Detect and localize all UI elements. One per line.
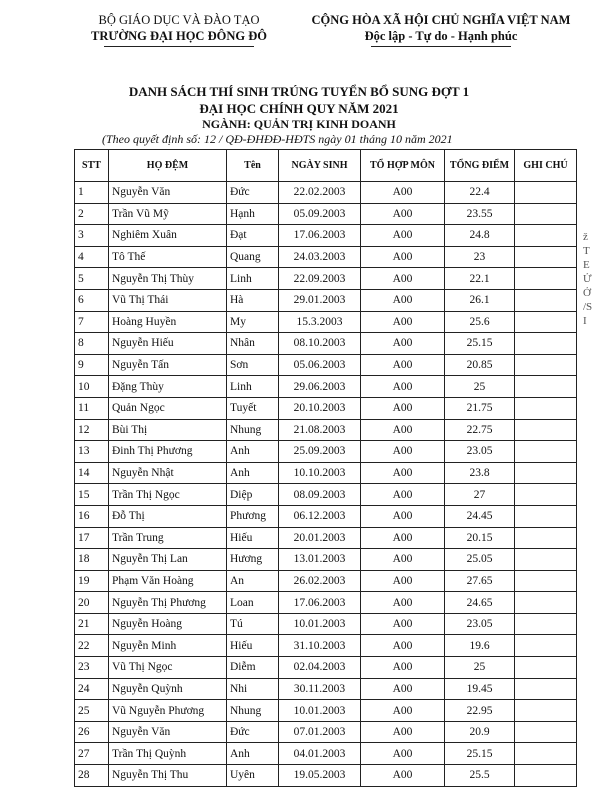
table-row bbox=[75, 527, 577, 549]
cell-ghi-chu bbox=[515, 592, 577, 614]
cell-ten: Loan bbox=[227, 592, 279, 614]
cell-ho-dem: Nguyễn Hiếu bbox=[109, 333, 227, 355]
document-title bbox=[0, 83, 598, 147]
cell-stt: 14 bbox=[75, 462, 109, 484]
cell-stt: 5 bbox=[75, 268, 109, 290]
cell-stt: 12 bbox=[75, 419, 109, 441]
cell-ten: Uyên bbox=[227, 765, 279, 787]
cell-stt: 1 bbox=[75, 182, 109, 204]
cell-ghi-chu bbox=[515, 657, 577, 679]
cell-tong-diem: 25 bbox=[445, 657, 515, 679]
cell-tong-diem: 21.75 bbox=[445, 397, 515, 419]
cell-ho-dem: Nguyễn Nhật bbox=[109, 462, 227, 484]
cell-ghi-chu bbox=[515, 311, 577, 333]
cell-ghi-chu bbox=[515, 570, 577, 592]
cell-stt: 21 bbox=[75, 613, 109, 635]
cell-ten: My bbox=[227, 311, 279, 333]
major-name: NGÀNH: QUẢN TRỊ KINH DOANH bbox=[202, 117, 396, 131]
cell-ngay-sinh: 29.01.2003 bbox=[279, 289, 361, 311]
cell-ten: Đức bbox=[227, 721, 279, 743]
cell-ten: Anh bbox=[227, 743, 279, 765]
cell-ngay-sinh: 30.11.2003 bbox=[279, 678, 361, 700]
cell-ten: An bbox=[227, 570, 279, 592]
cell-ho-dem: Đinh Thị Phương bbox=[109, 441, 227, 463]
cell-to-hop: A00 bbox=[361, 462, 445, 484]
table-row bbox=[75, 441, 577, 463]
cell-tong-diem: 20.85 bbox=[445, 354, 515, 376]
cell-ho-dem: Hoàng Huyền bbox=[109, 311, 227, 333]
cell-to-hop: A00 bbox=[361, 268, 445, 290]
cell-ho-dem: Vũ Thị Ngọc bbox=[109, 657, 227, 679]
cell-tong-diem: 22.4 bbox=[445, 182, 515, 204]
col-header-ho-dem: HỌ ĐỆM bbox=[109, 150, 227, 182]
cell-stt: 27 bbox=[75, 743, 109, 765]
cell-ten: Sơn bbox=[227, 354, 279, 376]
table-row bbox=[75, 462, 577, 484]
admission-table bbox=[74, 149, 577, 787]
cell-ho-dem: Trần Vũ Mỹ bbox=[109, 203, 227, 225]
cell-to-hop: A00 bbox=[361, 549, 445, 571]
cell-stt: 26 bbox=[75, 721, 109, 743]
table-row bbox=[75, 657, 577, 679]
cell-ghi-chu bbox=[515, 419, 577, 441]
cell-ngay-sinh: 17.06.2003 bbox=[279, 225, 361, 247]
cell-ho-dem: Nguyễn Thị Lan bbox=[109, 549, 227, 571]
cell-to-hop: A00 bbox=[361, 397, 445, 419]
cell-to-hop: A00 bbox=[361, 289, 445, 311]
cell-stt: 11 bbox=[75, 397, 109, 419]
cell-tong-diem: 23.05 bbox=[445, 613, 515, 635]
table-row bbox=[75, 549, 577, 571]
cell-ho-dem: Tô Thế bbox=[109, 246, 227, 268]
cell-tong-diem: 19.6 bbox=[445, 635, 515, 657]
cell-ho-dem: Nguyễn Tấn bbox=[109, 354, 227, 376]
cell-ghi-chu bbox=[515, 289, 577, 311]
cell-ten: Linh bbox=[227, 376, 279, 398]
cell-ho-dem: Nguyễn Văn bbox=[109, 182, 227, 204]
cell-stt: 2 bbox=[75, 203, 109, 225]
header-left-underline bbox=[104, 46, 254, 47]
table-row bbox=[75, 570, 577, 592]
cell-stt: 25 bbox=[75, 700, 109, 722]
table-row bbox=[75, 182, 577, 204]
cell-ten: Đạt bbox=[227, 225, 279, 247]
table-row bbox=[75, 484, 577, 506]
margin-mark: Ở bbox=[583, 287, 591, 299]
title-line-2: ĐẠI HỌC CHÍNH QUY NĂM 2021 bbox=[199, 101, 399, 116]
cell-ten: Anh bbox=[227, 441, 279, 463]
cell-ho-dem: Quản Ngọc bbox=[109, 397, 227, 419]
cell-ten: Tú bbox=[227, 613, 279, 635]
cell-ghi-chu bbox=[515, 397, 577, 419]
cell-ho-dem: Đỗ Thị bbox=[109, 505, 227, 527]
cell-ngay-sinh: 15.3.2003 bbox=[279, 311, 361, 333]
cell-ho-dem: Nguyễn Thị Thùy bbox=[109, 268, 227, 290]
cell-ngay-sinh: 08.09.2003 bbox=[279, 484, 361, 506]
cell-tong-diem: 25.15 bbox=[445, 333, 515, 355]
cell-to-hop: A00 bbox=[361, 765, 445, 787]
cell-tong-diem: 25.15 bbox=[445, 743, 515, 765]
cell-ten: Hương bbox=[227, 549, 279, 571]
cell-ten: Tuyết bbox=[227, 397, 279, 419]
cell-ngay-sinh: 17.06.2003 bbox=[279, 592, 361, 614]
col-header-tong-diem: TỔNG ĐIỂM bbox=[445, 150, 515, 182]
cell-ten: Hạnh bbox=[227, 203, 279, 225]
cell-to-hop: A00 bbox=[361, 311, 445, 333]
cell-ngay-sinh: 06.12.2003 bbox=[279, 505, 361, 527]
cell-ghi-chu bbox=[515, 765, 577, 787]
cell-ghi-chu bbox=[515, 246, 577, 268]
cell-tong-diem: 25.05 bbox=[445, 549, 515, 571]
table-row bbox=[75, 289, 577, 311]
cell-ten: Quang bbox=[227, 246, 279, 268]
cell-tong-diem: 23.8 bbox=[445, 462, 515, 484]
cell-tong-diem: 22.75 bbox=[445, 419, 515, 441]
cell-ho-dem: Nguyễn Thị Phương bbox=[109, 592, 227, 614]
cell-tong-diem: 22.1 bbox=[445, 268, 515, 290]
cell-to-hop: A00 bbox=[361, 721, 445, 743]
cell-ho-dem: Trần Trung bbox=[109, 527, 227, 549]
cell-tong-diem: 25.5 bbox=[445, 765, 515, 787]
cell-ghi-chu bbox=[515, 613, 577, 635]
table-row bbox=[75, 592, 577, 614]
cell-to-hop: A00 bbox=[361, 505, 445, 527]
table-row bbox=[75, 700, 577, 722]
cell-ghi-chu bbox=[515, 721, 577, 743]
cell-tong-diem: 24.8 bbox=[445, 225, 515, 247]
cell-ghi-chu bbox=[515, 549, 577, 571]
cell-ten: Nhân bbox=[227, 333, 279, 355]
cell-ngay-sinh: 24.03.2003 bbox=[279, 246, 361, 268]
table-row bbox=[75, 743, 577, 765]
table-row bbox=[75, 311, 577, 333]
cell-tong-diem: 19.45 bbox=[445, 678, 515, 700]
col-header-ngay-sinh: NGÀY SINH bbox=[279, 150, 361, 182]
cell-ho-dem: Nghiêm Xuân bbox=[109, 225, 227, 247]
margin-mark: E bbox=[583, 259, 590, 271]
cell-stt: 20 bbox=[75, 592, 109, 614]
cell-ten: Diễm bbox=[227, 657, 279, 679]
cell-ho-dem: Vũ Thị Thái bbox=[109, 289, 227, 311]
cell-ghi-chu bbox=[515, 268, 577, 290]
table-row bbox=[75, 505, 577, 527]
cell-ngay-sinh: 10.10.2003 bbox=[279, 462, 361, 484]
ministry-name: BỘ GIÁO DỤC VÀ ĐÀO TẠO bbox=[98, 13, 260, 27]
cell-to-hop: A00 bbox=[361, 354, 445, 376]
cell-stt: 10 bbox=[75, 376, 109, 398]
cell-ho-dem: Nguyễn Hoàng bbox=[109, 613, 227, 635]
national-motto: Độc lập - Tự do - Hạnh phúc bbox=[364, 29, 518, 43]
margin-mark: ž bbox=[583, 231, 588, 243]
cell-tong-diem: 27.65 bbox=[445, 570, 515, 592]
cell-to-hop: A00 bbox=[361, 376, 445, 398]
decision-reference: (Theo quyết định số: 12 / QĐ-ĐHĐĐ-HĐTS ngày 01 tháng 10 năm 2021 bbox=[102, 132, 453, 146]
cell-ten: Đức bbox=[227, 182, 279, 204]
cell-stt: 4 bbox=[75, 246, 109, 268]
cell-stt: 18 bbox=[75, 549, 109, 571]
cell-ghi-chu bbox=[515, 203, 577, 225]
cell-to-hop: A00 bbox=[361, 613, 445, 635]
cell-ngay-sinh: 22.02.2003 bbox=[279, 182, 361, 204]
cell-ho-dem: Trần Thị Ngọc bbox=[109, 484, 227, 506]
cell-ten: Nhi bbox=[227, 678, 279, 700]
cell-to-hop: A00 bbox=[361, 182, 445, 204]
margin-mark: I bbox=[583, 315, 587, 327]
cell-ngay-sinh: 29.06.2003 bbox=[279, 376, 361, 398]
cell-ten: Diệp bbox=[227, 484, 279, 506]
cell-ngay-sinh: 05.06.2003 bbox=[279, 354, 361, 376]
cell-tong-diem: 23 bbox=[445, 246, 515, 268]
cell-ghi-chu bbox=[515, 441, 577, 463]
table-row bbox=[75, 397, 577, 419]
cell-tong-diem: 25.6 bbox=[445, 311, 515, 333]
cell-ghi-chu bbox=[515, 354, 577, 376]
table-row bbox=[75, 333, 577, 355]
cell-ho-dem: Nguyễn Thị Thu bbox=[109, 765, 227, 787]
cell-stt: 15 bbox=[75, 484, 109, 506]
cell-ngay-sinh: 21.08.2003 bbox=[279, 419, 361, 441]
cell-stt: 17 bbox=[75, 527, 109, 549]
cell-to-hop: A00 bbox=[361, 657, 445, 679]
cell-ngay-sinh: 26.02.2003 bbox=[279, 570, 361, 592]
cell-ten: Nhung bbox=[227, 419, 279, 441]
cell-ngay-sinh: 04.01.2003 bbox=[279, 743, 361, 765]
header-left bbox=[74, 12, 284, 47]
table-row bbox=[75, 268, 577, 290]
table-row bbox=[75, 613, 577, 635]
title-line-1: DANH SÁCH THÍ SINH TRÚNG TUYỂN BỔ SUNG ĐỢT 1 bbox=[128, 84, 470, 99]
table-row bbox=[75, 376, 577, 398]
table-row bbox=[75, 225, 577, 247]
cell-ghi-chu bbox=[515, 484, 577, 506]
cell-to-hop: A00 bbox=[361, 246, 445, 268]
table-header-row bbox=[75, 150, 577, 182]
cell-ghi-chu bbox=[515, 505, 577, 527]
table-row bbox=[75, 635, 577, 657]
cell-ho-dem: Nguyễn Quỳnh bbox=[109, 678, 227, 700]
cell-to-hop: A00 bbox=[361, 570, 445, 592]
table-row bbox=[75, 721, 577, 743]
cell-to-hop: A00 bbox=[361, 225, 445, 247]
table-row bbox=[75, 246, 577, 268]
cell-ngay-sinh: 19.05.2003 bbox=[279, 765, 361, 787]
cell-to-hop: A00 bbox=[361, 635, 445, 657]
cell-ngay-sinh: 08.10.2003 bbox=[279, 333, 361, 355]
cell-tong-diem: 23.05 bbox=[445, 441, 515, 463]
cell-ngay-sinh: 10.01.2003 bbox=[279, 613, 361, 635]
cell-stt: 7 bbox=[75, 311, 109, 333]
cell-ngay-sinh: 13.01.2003 bbox=[279, 549, 361, 571]
cell-to-hop: A00 bbox=[361, 441, 445, 463]
cell-stt: 3 bbox=[75, 225, 109, 247]
cell-stt: 23 bbox=[75, 657, 109, 679]
cell-ho-dem: Phạm Văn Hoàng bbox=[109, 570, 227, 592]
cell-ngay-sinh: 05.09.2003 bbox=[279, 203, 361, 225]
cell-stt: 22 bbox=[75, 635, 109, 657]
cell-tong-diem: 26.1 bbox=[445, 289, 515, 311]
cell-tong-diem: 23.55 bbox=[445, 203, 515, 225]
cell-ghi-chu bbox=[515, 678, 577, 700]
cell-ghi-chu bbox=[515, 333, 577, 355]
cell-ghi-chu bbox=[515, 527, 577, 549]
cell-stt: 13 bbox=[75, 441, 109, 463]
cell-ghi-chu bbox=[515, 225, 577, 247]
cell-ngay-sinh: 25.09.2003 bbox=[279, 441, 361, 463]
cell-ngay-sinh: 07.01.2003 bbox=[279, 721, 361, 743]
cell-to-hop: A00 bbox=[361, 592, 445, 614]
cell-ho-dem: Bùi Thị bbox=[109, 419, 227, 441]
cell-ho-dem: Trần Thị Quỳnh bbox=[109, 743, 227, 765]
cell-to-hop: A00 bbox=[361, 484, 445, 506]
margin-mark: Ử bbox=[583, 273, 592, 285]
header-right-underline bbox=[371, 46, 511, 47]
cell-stt: 16 bbox=[75, 505, 109, 527]
cell-tong-diem: 24.45 bbox=[445, 505, 515, 527]
cell-stt: 24 bbox=[75, 678, 109, 700]
cell-ghi-chu bbox=[515, 635, 577, 657]
school-name: TRƯỜNG ĐẠI HỌC ĐÔNG ĐÔ bbox=[91, 29, 267, 43]
cell-ghi-chu bbox=[515, 182, 577, 204]
cell-tong-diem: 24.65 bbox=[445, 592, 515, 614]
cell-ten: Phương bbox=[227, 505, 279, 527]
cell-ten: Hà bbox=[227, 289, 279, 311]
cell-ten: Hiếu bbox=[227, 635, 279, 657]
table-row bbox=[75, 203, 577, 225]
margin-mark: /S bbox=[583, 301, 593, 313]
cell-to-hop: A00 bbox=[361, 678, 445, 700]
cell-to-hop: A00 bbox=[361, 743, 445, 765]
cell-tong-diem: 27 bbox=[445, 484, 515, 506]
cell-stt: 19 bbox=[75, 570, 109, 592]
cell-ghi-chu bbox=[515, 743, 577, 765]
margin-handwritten-marks bbox=[583, 230, 597, 328]
cell-tong-diem: 25 bbox=[445, 376, 515, 398]
cell-ngay-sinh: 20.10.2003 bbox=[279, 397, 361, 419]
header-right bbox=[292, 12, 590, 47]
cell-ngay-sinh: 20.01.2003 bbox=[279, 527, 361, 549]
cell-ten: Linh bbox=[227, 268, 279, 290]
cell-ten: Nhung bbox=[227, 700, 279, 722]
col-header-stt: STT bbox=[75, 150, 109, 182]
cell-to-hop: A00 bbox=[361, 527, 445, 549]
col-header-ten: Tên bbox=[227, 150, 279, 182]
col-header-ghi-chu: GHI CHÚ bbox=[515, 150, 577, 182]
cell-ho-dem: Nguyễn Văn bbox=[109, 721, 227, 743]
cell-ten: Hiếu bbox=[227, 527, 279, 549]
cell-ho-dem: Nguyễn Minh bbox=[109, 635, 227, 657]
cell-ngay-sinh: 10.01.2003 bbox=[279, 700, 361, 722]
cell-ngay-sinh: 02.04.2003 bbox=[279, 657, 361, 679]
cell-to-hop: A00 bbox=[361, 333, 445, 355]
cell-ghi-chu bbox=[515, 376, 577, 398]
table-row bbox=[75, 354, 577, 376]
cell-stt: 9 bbox=[75, 354, 109, 376]
cell-stt: 28 bbox=[75, 765, 109, 787]
cell-to-hop: A00 bbox=[361, 419, 445, 441]
col-header-to-hop: TỔ HỢP MÔN bbox=[361, 150, 445, 182]
cell-stt: 8 bbox=[75, 333, 109, 355]
cell-to-hop: A00 bbox=[361, 700, 445, 722]
cell-to-hop: A00 bbox=[361, 203, 445, 225]
cell-tong-diem: 20.15 bbox=[445, 527, 515, 549]
table-row bbox=[75, 419, 577, 441]
country-name: CỘNG HÒA XÃ HỘI CHỦ NGHĨA VIỆT NAM bbox=[311, 13, 571, 27]
cell-ngay-sinh: 31.10.2003 bbox=[279, 635, 361, 657]
cell-ngay-sinh: 22.09.2003 bbox=[279, 268, 361, 290]
cell-ho-dem: Đặng Thùy bbox=[109, 376, 227, 398]
cell-tong-diem: 20.9 bbox=[445, 721, 515, 743]
cell-ghi-chu bbox=[515, 700, 577, 722]
cell-tong-diem: 22.95 bbox=[445, 700, 515, 722]
cell-ten: Anh bbox=[227, 462, 279, 484]
cell-ho-dem: Vũ Nguyễn Phương bbox=[109, 700, 227, 722]
cell-ghi-chu bbox=[515, 462, 577, 484]
cell-stt: 6 bbox=[75, 289, 109, 311]
table-row bbox=[75, 678, 577, 700]
margin-mark: T bbox=[583, 245, 590, 257]
table-row bbox=[75, 765, 577, 787]
